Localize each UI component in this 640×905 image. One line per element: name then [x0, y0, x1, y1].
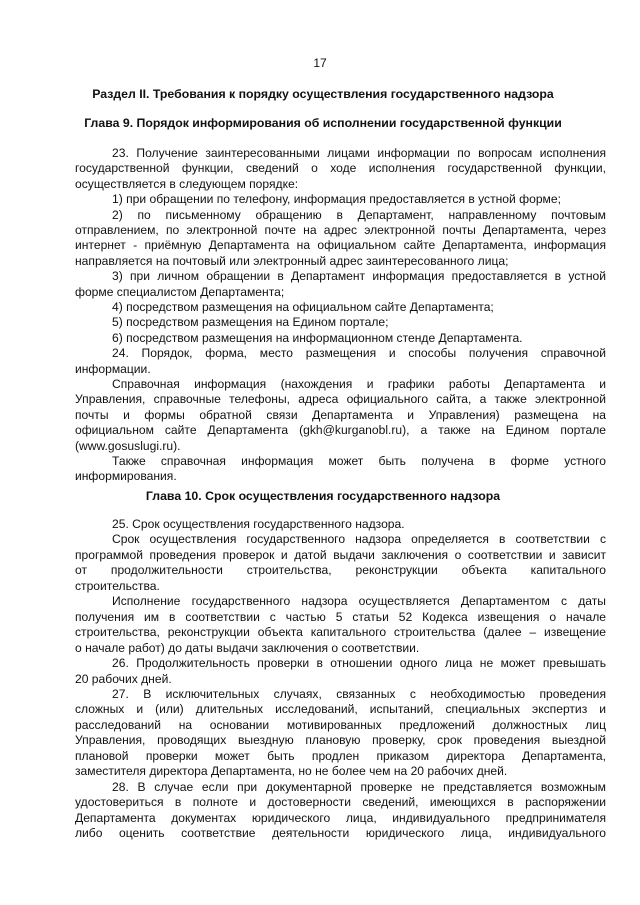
text-line: от продолжительности строительства, реконструкции объекта капитального	[75, 563, 606, 578]
text-line: 6) посредством размещения на информационном стенде Департамента.	[112, 330, 523, 345]
section-heading: Раздел II. Требования к порядку осуществления государственного надзора	[92, 87, 554, 101]
text-line: расследований на основании мотивированных предложений должностных лиц	[75, 717, 606, 732]
text-line: удостовериться в полноте и достоверности сведений, имеющихся в распоряжении	[75, 795, 606, 810]
text-line: 24. Порядок, форма, место размещения и способы получения справочной	[112, 346, 606, 361]
text-line: 1) при обращении по телефону, информация предоставляется в устной форме;	[112, 192, 561, 207]
text-line: 20 рабочих дней.	[75, 671, 172, 686]
text-line: почты и формы обратной связи Департамента и Управления) размещена на	[75, 407, 606, 422]
text-line: получения им в соответствии с частью 5 статьи 52 Кодекса извещения о начале	[75, 609, 606, 624]
text-line: строительства, реконструкции объекта капитального строительства (далее – извещение	[75, 625, 606, 640]
text-line: либо оценить соответствие деятельности юридического лица, индивидуального	[75, 826, 606, 840]
text-line: 25. Срок осуществления государственного надзора.	[112, 517, 405, 531]
text-line: 5) посредством размещения на Едином портале;	[112, 315, 389, 330]
text-line: плановой проверки может быть продлен приказом директора Департамента,	[75, 748, 606, 763]
chapter-9-heading: Глава 9. Порядок информирования об исполнении государственной функции	[84, 116, 562, 130]
text-line: Срок осуществления государственного надзора определяется в соответствии с	[112, 532, 606, 547]
text-line: Управления, справочные телефоны, адреса официального сайта, а также электронной	[75, 392, 606, 407]
page-number: 17	[313, 56, 327, 70]
text-line: направляется на почтовый или электронный адрес заинтересованного лица;	[75, 253, 509, 268]
text-line: интернет - приёмную Департамента на официальном сайте Департамента, информация	[75, 238, 606, 253]
text-line: официальном сайте Департамента (gkh@kurganobl.ru), а также на Едином портале	[75, 423, 606, 438]
text-line: Справочная информация (нахождения и графики работы Департамента и	[112, 377, 606, 391]
text-line: программой проведения проверок и датой выдачи заключения о соответствии и зависит	[75, 547, 606, 562]
text-line: Также справочная информация может быть получена в форме устного	[112, 454, 606, 468]
text-line: 3) при личном обращении в Департамент информация предоставляется в устной	[112, 269, 606, 284]
text-line: строительства.	[75, 578, 160, 593]
text-line: сложных и (или) длительных исследований, испытаний, специальных экспертиз и	[75, 702, 606, 717]
text-line: 23. Получение заинтересованными лицами информации по вопросам исполнения	[112, 146, 606, 160]
text-line: 2) по письменному обращению в Департамент, направленному почтовым	[112, 207, 606, 222]
text-line: осуществляется в следующем порядке:	[75, 176, 299, 191]
chapter-10-heading: Глава 10. Срок осуществления государственного надзора	[145, 489, 501, 503]
text-line: 28. В случае если при документарной проверке не представляется возможным	[112, 779, 606, 794]
text-line: информации.	[75, 361, 151, 376]
text-line: информирования.	[75, 469, 177, 484]
text-line: Управления, проводящих выездную плановую проверку, срок проведения выездной	[75, 733, 606, 748]
text-line: форме специалистом Департамента;	[75, 284, 285, 299]
text-line: Исполнение государственного надзора осуществляется Департаментом с даты	[112, 594, 606, 609]
text-line: отправлением, по электронной почте на адрес электронной почты Департамента, через	[75, 223, 606, 237]
text-line: (www.gosuslugi.ru).	[75, 438, 181, 453]
text-line: 4) посредством размещения на официальном сайте Департамента;	[112, 300, 494, 314]
text-line: Департамента документах юридического лица, индивидуального предпринимателя	[75, 810, 606, 825]
text-line: о начале работ) до даты выдачи заключения о соответствии.	[75, 640, 420, 655]
text-line: государственной функции, сведений о ходе исполнения государственной функции,	[75, 161, 606, 176]
text-line: 27. В исключительных случаях, связанных с необходимостью проведения	[112, 686, 606, 701]
text-line: заместителя директора Департамента, но не более чем на 20 рабочих дней.	[75, 764, 508, 779]
text-line: 26. Продолжительность проверки в отношении одного лица не может превышать	[112, 656, 606, 671]
